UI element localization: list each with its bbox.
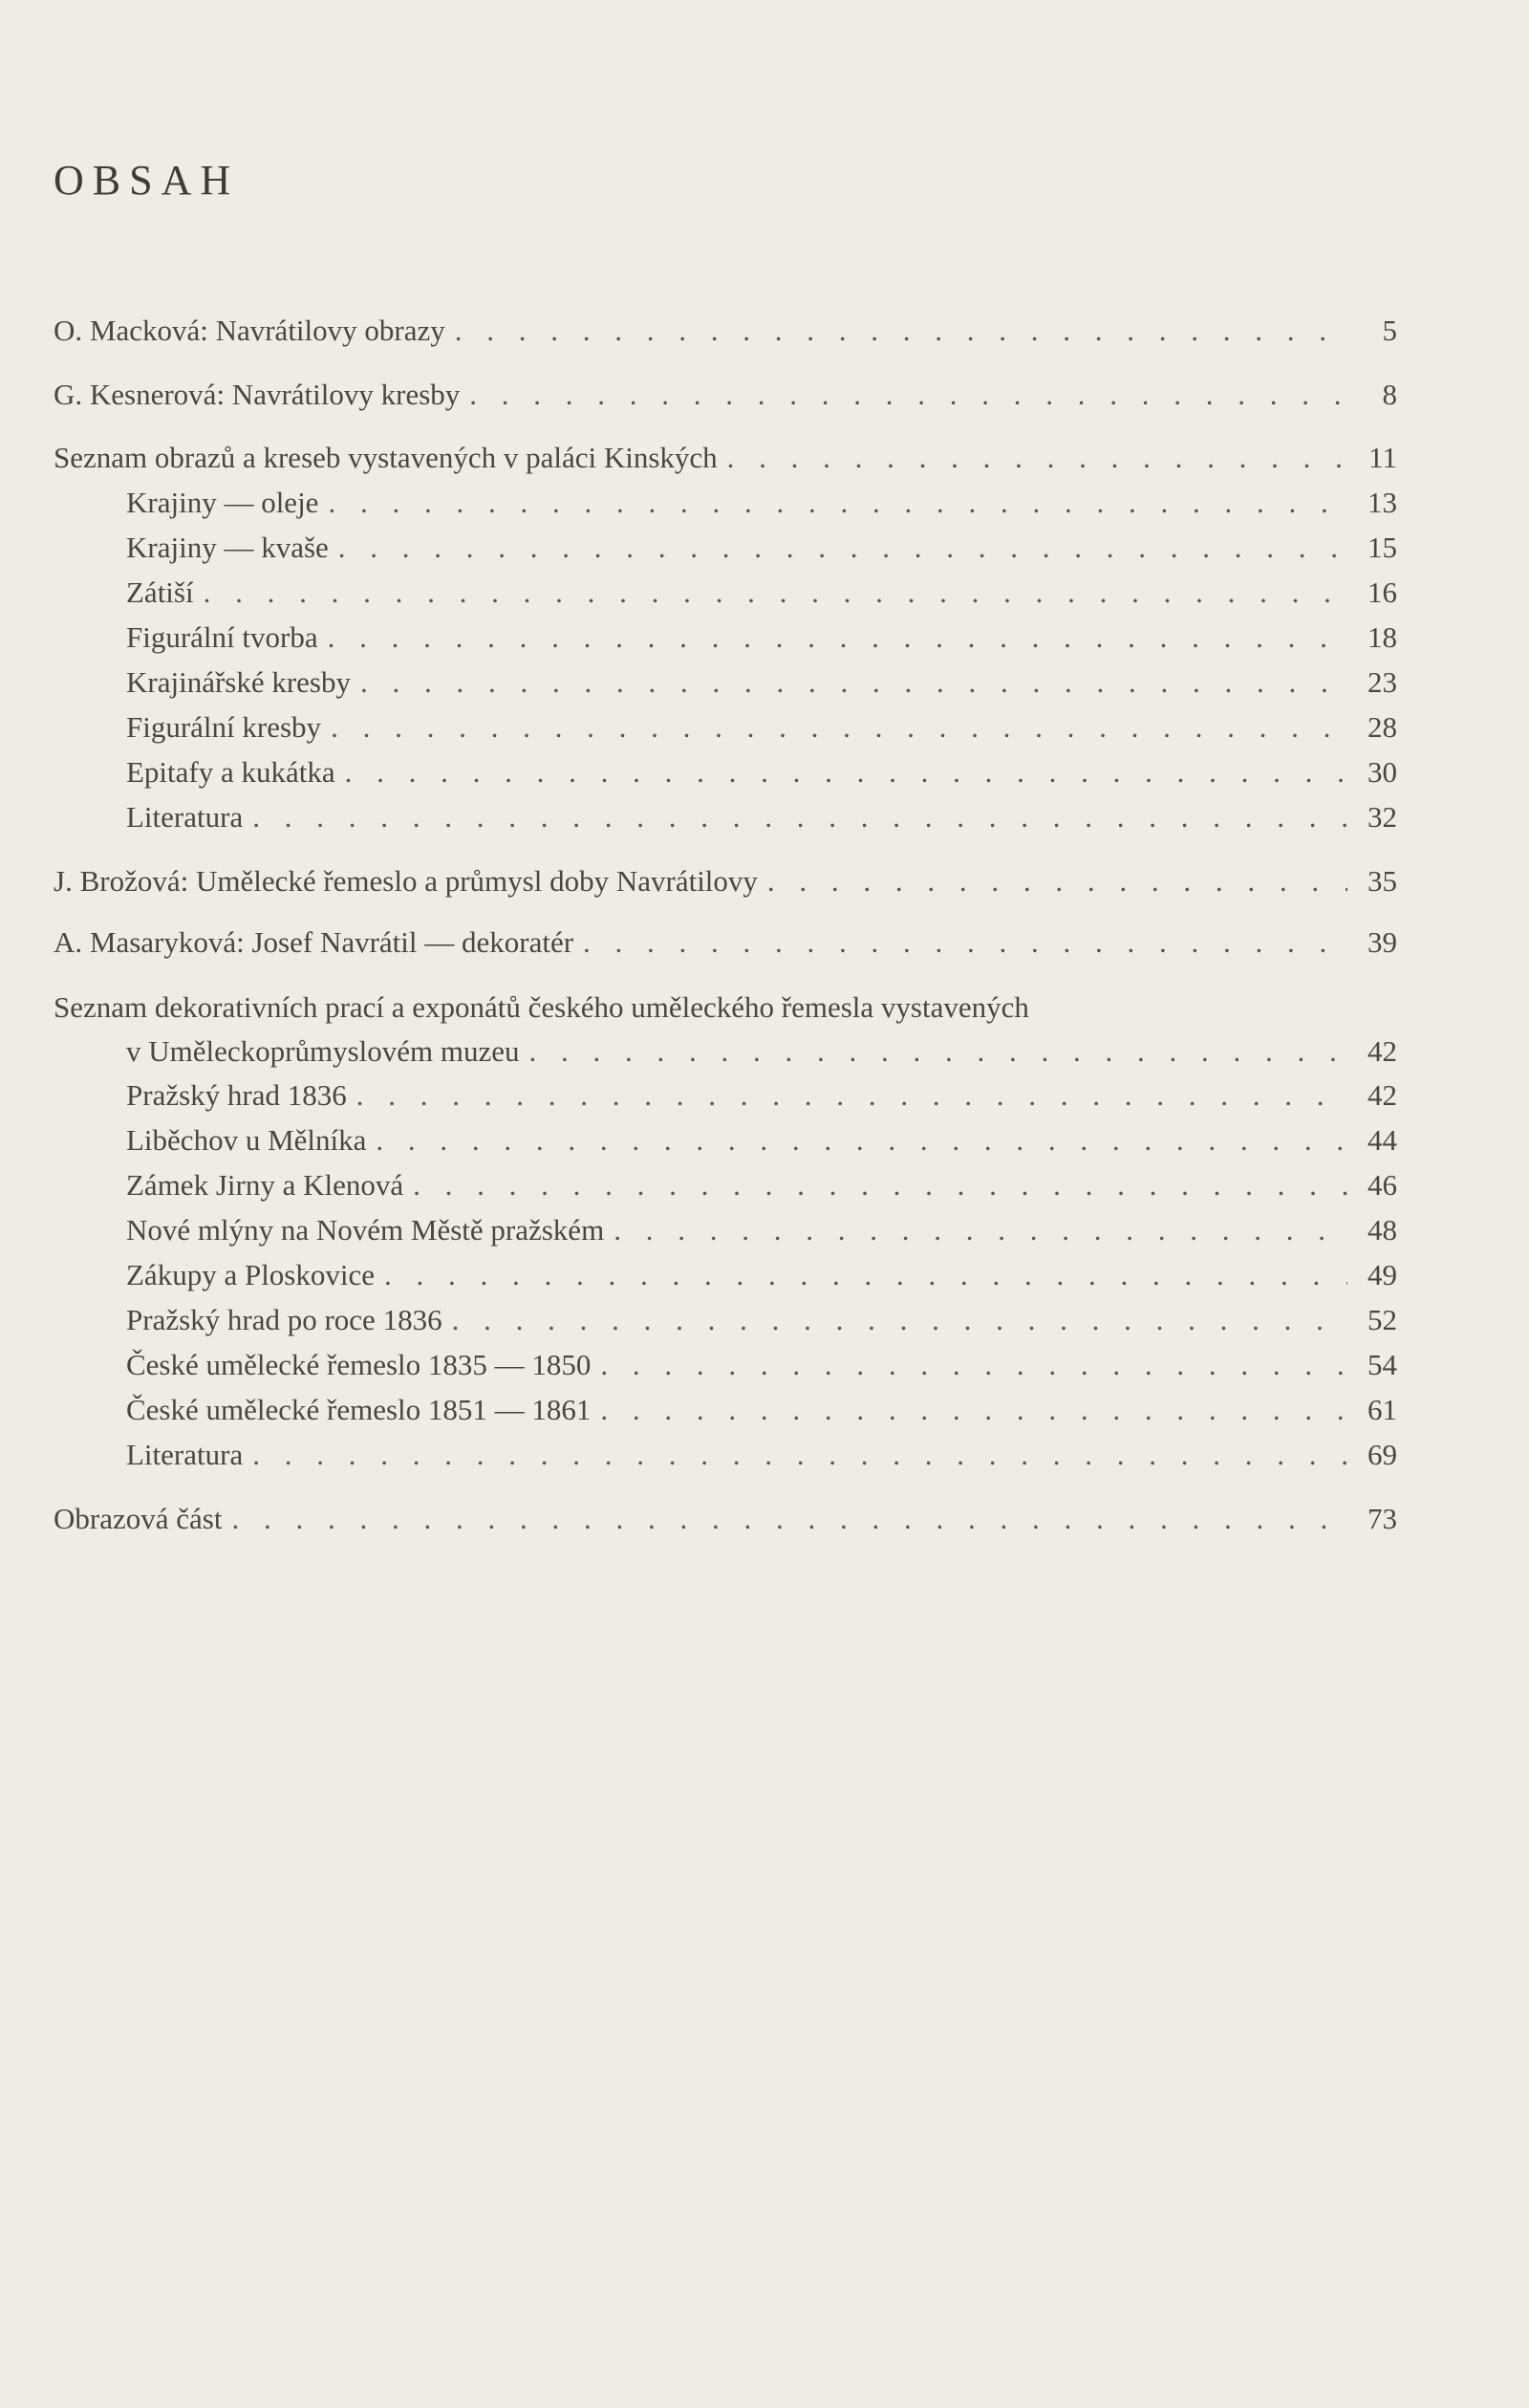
toc-page-number: 35	[1367, 864, 1397, 898]
toc-entry-title: Krajinářské kresby	[126, 665, 351, 699]
dot-leader	[384, 1258, 1347, 1292]
toc-entry	[126, 1078, 1397, 1117]
dot-leader	[469, 378, 1347, 412]
toc-page-number: 13	[1367, 486, 1397, 519]
toc-entry	[126, 575, 1397, 614]
toc-entry-title: v Uměleckoprůmyslovém muzeu	[126, 1034, 520, 1068]
toc-entry-title: Krajiny — oleje	[126, 486, 319, 519]
toc-entry	[126, 710, 1397, 748]
toc-page-number: 49	[1367, 1258, 1397, 1291]
toc-page-number: 39	[1367, 925, 1397, 959]
toc-page-number: 42	[1367, 1034, 1397, 1068]
toc-entry-title: Zátiší	[126, 575, 194, 609]
dot-leader	[529, 1034, 1347, 1069]
toc-page-number: 52	[1367, 1303, 1397, 1336]
dot-leader	[204, 575, 1347, 610]
dot-leader	[328, 620, 1347, 655]
dot-leader	[600, 1348, 1347, 1382]
dot-leader	[583, 925, 1347, 960]
dot-leader	[338, 531, 1347, 565]
toc-entry	[54, 378, 1397, 416]
dot-leader	[356, 1078, 1347, 1113]
toc-entry-title: Zákupy a Ploskovice	[126, 1258, 376, 1291]
toc-page-number: 73	[1367, 1502, 1397, 1535]
toc-entry	[126, 1438, 1397, 1476]
dot-leader	[413, 1168, 1347, 1203]
toc-page-number: 18	[1367, 620, 1397, 654]
dot-leader	[360, 665, 1347, 700]
toc-page-number: 5	[1382, 314, 1397, 347]
toc-page-number: 15	[1367, 531, 1397, 564]
toc-page-number: 8	[1382, 378, 1397, 411]
dot-leader	[600, 1393, 1347, 1427]
toc-entry-title: Pražský hrad 1836	[126, 1078, 347, 1112]
toc-entry	[126, 1348, 1397, 1386]
dot-leader	[727, 441, 1347, 475]
dot-leader	[767, 864, 1347, 899]
toc-entry-title: Krajiny — kvaše	[126, 531, 329, 564]
toc-page-number: 28	[1367, 710, 1397, 744]
toc-page-number: 32	[1367, 800, 1397, 834]
toc-entry-title: Nové mlýny na Novém Městě pražském	[126, 1213, 605, 1247]
toc-entry-title: České umělecké řemeslo 1835 — 1850	[126, 1348, 592, 1381]
toc-entry-title: Obrazová část	[54, 1502, 223, 1535]
toc-entry	[54, 1502, 1397, 1540]
toc-entry	[126, 1123, 1397, 1161]
dot-leader	[455, 314, 1347, 348]
toc-entry-title: Figurální tvorba	[126, 620, 318, 654]
page-title: OBSAH	[54, 157, 240, 204]
toc-entry	[54, 864, 1397, 902]
toc-entry-title: Epitafy a kukátka	[126, 755, 335, 789]
toc-entry	[126, 800, 1397, 838]
toc-entry	[126, 486, 1397, 524]
toc-entry-title: A. Masaryková: Josef Navrátil — dekoratér	[54, 925, 574, 959]
toc-page-number: 44	[1367, 1123, 1397, 1157]
toc-entry-title: O. Macková: Navrátilovy obrazy	[54, 314, 445, 347]
toc-page-number: 54	[1367, 1348, 1397, 1381]
toc-entry-title: Literatura	[126, 1438, 244, 1471]
toc-page-number: 48	[1367, 1213, 1397, 1247]
toc-entry	[126, 1393, 1397, 1431]
dot-leader	[231, 1502, 1347, 1536]
toc-page-number: 61	[1367, 1393, 1397, 1426]
toc-entry	[126, 1258, 1397, 1296]
toc-page-number: 42	[1367, 1078, 1397, 1112]
toc-entry	[126, 1303, 1397, 1341]
toc-page-number: 23	[1367, 665, 1397, 699]
toc-entry	[54, 925, 1397, 964]
toc-entry	[126, 620, 1397, 659]
toc-entry	[54, 314, 1397, 352]
toc-page-number: 11	[1368, 441, 1397, 474]
toc-page-number: 46	[1367, 1168, 1397, 1202]
toc-entry-title: Pražský hrad po roce 1836	[126, 1303, 442, 1336]
toc-entry	[126, 531, 1397, 569]
dot-leader	[614, 1213, 1347, 1247]
toc-entry-title: Zámek Jirny a Klenová	[126, 1168, 404, 1202]
toc-entry-title: Liběchov u Mělníka	[126, 1123, 367, 1157]
toc-entry-title: České umělecké řemeslo 1851 — 1861	[126, 1393, 592, 1426]
toc-page-number: 30	[1367, 755, 1397, 789]
toc-entry	[126, 1168, 1397, 1206]
toc-entry	[126, 1213, 1397, 1251]
dot-leader	[252, 1438, 1347, 1472]
toc-entry	[126, 755, 1397, 793]
dot-leader	[452, 1303, 1347, 1337]
dot-leader	[331, 710, 1347, 745]
dot-leader	[376, 1123, 1347, 1158]
toc-entry	[54, 441, 1397, 479]
toc-entry	[126, 1034, 1397, 1073]
dot-leader	[328, 486, 1347, 520]
toc-entry	[126, 665, 1397, 704]
toc-page-number: 69	[1367, 1438, 1397, 1471]
toc-entry-title: Literatura	[126, 800, 244, 834]
toc-entry-title: G. Kesnerová: Navrátilovy kresby	[54, 378, 461, 411]
toc-page-number: 16	[1367, 575, 1397, 609]
dot-leader	[345, 755, 1347, 790]
dot-leader	[252, 800, 1347, 835]
toc-entry-title: J. Brožová: Umělecké řemeslo a průmysl doby Navrátilovy	[54, 864, 758, 898]
toc-entry-title: Figurální kresby	[126, 710, 322, 744]
toc-entry-title: Seznam obrazů a kreseb vystavených v paláci Kinských	[54, 441, 718, 474]
toc-entry-title: Seznam dekorativních prací a exponátů českého uměleckého řemesla vystavených	[54, 990, 1029, 1024]
toc-entry	[54, 990, 1397, 1029]
